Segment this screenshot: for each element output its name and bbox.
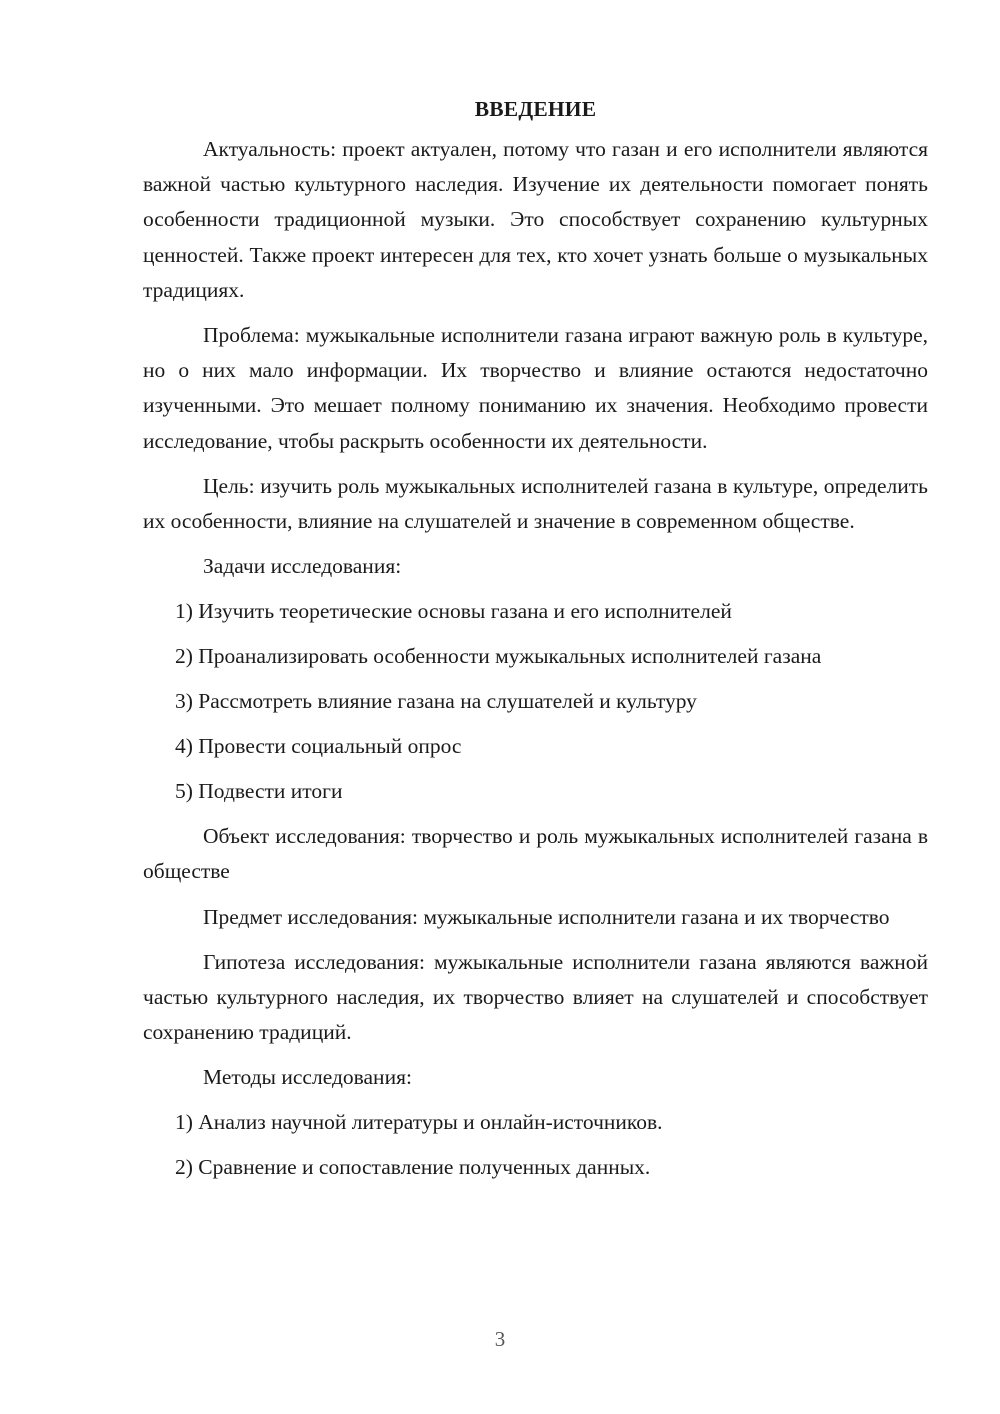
relevance-paragraph: Актуальность: проект актуален, потому что газан и его исполнители являются важной частью культурного наследия. Изучение их деятельности помогает понять особенности традиционной музыки. Это способствует сохранению культурных ценностей. Также проект интересен для тех, кто хочет узнать больше о музыкальных традициях.	[143, 137, 928, 302]
task-item: 3) Рассмотреть влияние газана на слушателей и культуру	[175, 689, 697, 714]
tasks-label: Задачи исследования:	[203, 554, 402, 579]
task-item: 1) Изучить теоретические основы газана и его исполнителей	[175, 599, 732, 624]
task-item: 2) Проанализировать особенности мужыкальных исполнителей газана	[175, 644, 822, 669]
problem-paragraph: Проблема: мужыкальные исполнители газана играют важную роль в культуре, но о них мало информации. Их творчество и влияние остаются недостаточно изученными. Это мешает полному пониманию их значения. Необходимо провести исследование, чтобы раскрыть особенности их деятельности.	[143, 323, 928, 453]
task-item: 5) Подвести итоги	[175, 779, 343, 804]
page-number: 3	[494, 1327, 506, 1351]
object-paragraph: Объект исследования: творчество и роль мужыкальных исполнителей газана в обществе	[143, 824, 928, 884]
hypothesis-paragraph: Гипотеза исследования: мужыкальные исполнители газана являются важной частью культурного наследия, их творчество влияет на слушателей и способствует сохранению традиций.	[143, 949, 928, 1045]
method-item: 2) Сравнение и сопоставление полученных данных.	[175, 1155, 651, 1180]
document-page	[143, 92, 928, 1195]
method-item: 1) Анализ научной литературы и онлайн-источников.	[175, 1110, 663, 1135]
subject-paragraph: Предмет исследования: мужыкальные исполнители газана и их творчество	[203, 904, 890, 929]
methods-label: Методы исследования:	[203, 1065, 412, 1090]
goal-paragraph: Цель: изучить роль мужыкальных исполнителей газана в культуре, определить их особенности, влияние на слушателей и значение в современном обществе.	[143, 473, 928, 534]
page-title: ВВЕДЕНИЕ	[474, 97, 597, 121]
task-item: 4) Провести социальный опрос	[175, 734, 462, 759]
